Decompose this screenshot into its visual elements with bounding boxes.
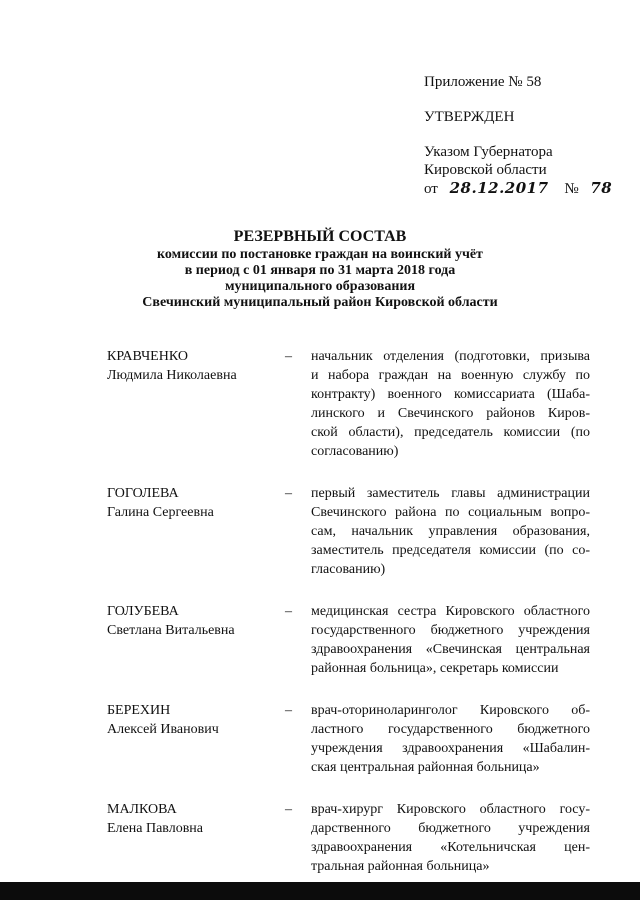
member-dash: – [285, 802, 292, 817]
decree-line-1: Указом Губернатора [424, 144, 553, 160]
member-name [107, 602, 285, 678]
approved-label: УТВЕРЖДЕН [424, 109, 515, 125]
position-line: медицинская сестра Кировского областного [311, 604, 590, 619]
member-dash: – [285, 703, 292, 718]
position-line: сам, начальник управления образования, [311, 524, 590, 539]
member-name [107, 347, 285, 461]
member-surname: КРАВЧЕНКО [107, 349, 188, 364]
title-line-2: в период с 01 января по 31 марта 2018 года [184, 263, 456, 278]
member-position [311, 602, 590, 678]
member-position [311, 484, 590, 579]
member-dash: – [285, 486, 292, 501]
handwritten-number: 78 [590, 179, 613, 197]
position-line: Свечинского района по социальным вопро- [311, 505, 590, 520]
member-entry [107, 484, 590, 579]
position-line: начальник отделения (подготовки, призыва [311, 349, 590, 364]
member-position [311, 800, 590, 876]
members-list [107, 347, 590, 899]
position-line: здравоохранения «Свечинская центральная [311, 642, 590, 657]
member-name [107, 800, 285, 876]
member-given-names: Елена Павловна [107, 821, 204, 836]
position-line: заместитель председателя комиссии (по со- [311, 543, 590, 558]
member-dash: – [285, 349, 292, 364]
member-surname: БЕРЕХИН [107, 703, 171, 718]
title-line-4: Свечинский муниципальный район Кировской области [142, 295, 498, 310]
scan-edge-bar [0, 882, 640, 900]
decree-date-line [424, 179, 612, 198]
decree-line-2: Кировской области [424, 162, 547, 178]
member-surname: ГОЛУБЕВА [107, 604, 179, 619]
title-line-3: муниципального образования [224, 279, 416, 294]
appendix-number: Приложение № 58 [424, 74, 542, 90]
member-name [107, 701, 285, 777]
member-entry [107, 602, 590, 678]
position-line: согласованию) [311, 444, 399, 459]
position-line: здравоохранения «Котельничская цен- [311, 840, 590, 855]
member-dash: – [285, 604, 292, 619]
position-line: тральная районная больница» [311, 859, 490, 874]
member-given-names: Светлана Витальевна [107, 623, 235, 638]
position-line: первый заместитель главы администрации [311, 486, 590, 501]
position-line: и набора граждан на военную службу по [311, 368, 590, 383]
date-prefix: от [424, 181, 438, 197]
member-position [311, 701, 590, 777]
member-given-names: Людмила Николаевна [107, 368, 237, 383]
member-surname: МАЛКОВА [107, 802, 177, 817]
position-line: ская центральная районная больница» [311, 760, 540, 775]
member-name [107, 484, 285, 579]
handwritten-date: 28.12.2017 [449, 179, 549, 197]
title-main: РЕЗЕРВНЫЙ СОСТАВ [233, 228, 407, 245]
position-line: ской области), председатель комиссии (по [311, 425, 590, 440]
member-entry [107, 347, 590, 461]
position-line: ластного государственного бюджетного [311, 722, 590, 737]
position-line: врач-хирург Кировского областного госу- [311, 802, 590, 817]
member-position [311, 347, 590, 461]
position-line: линского и Свечинского районов Киров- [311, 406, 590, 421]
member-given-names: Алексей Иванович [107, 722, 219, 737]
position-line: учреждения здравоохранения «Шабалин- [311, 741, 590, 756]
position-line: гласованию) [311, 562, 386, 577]
position-line: районная больница», секретарь комиссии [311, 661, 559, 676]
title-line-1: комиссии по постановке граждан на воинский учёт [157, 247, 483, 262]
position-line: контракту) военного комиссариата (Шаба- [311, 387, 590, 402]
approval-block [424, 73, 612, 198]
member-surname: ГОГОЛЕВА [107, 486, 179, 501]
position-line: врач-оториноларинголог Кировского об- [311, 703, 590, 718]
member-entry [107, 701, 590, 777]
position-line: государственного бюджетного учреждения [311, 623, 590, 638]
position-line: дарственного бюджетного учреждения [311, 821, 590, 836]
member-entry [107, 800, 590, 876]
document-title [0, 227, 640, 311]
member-given-names: Галина Сергеевна [107, 505, 214, 520]
number-sign: № [564, 181, 579, 197]
